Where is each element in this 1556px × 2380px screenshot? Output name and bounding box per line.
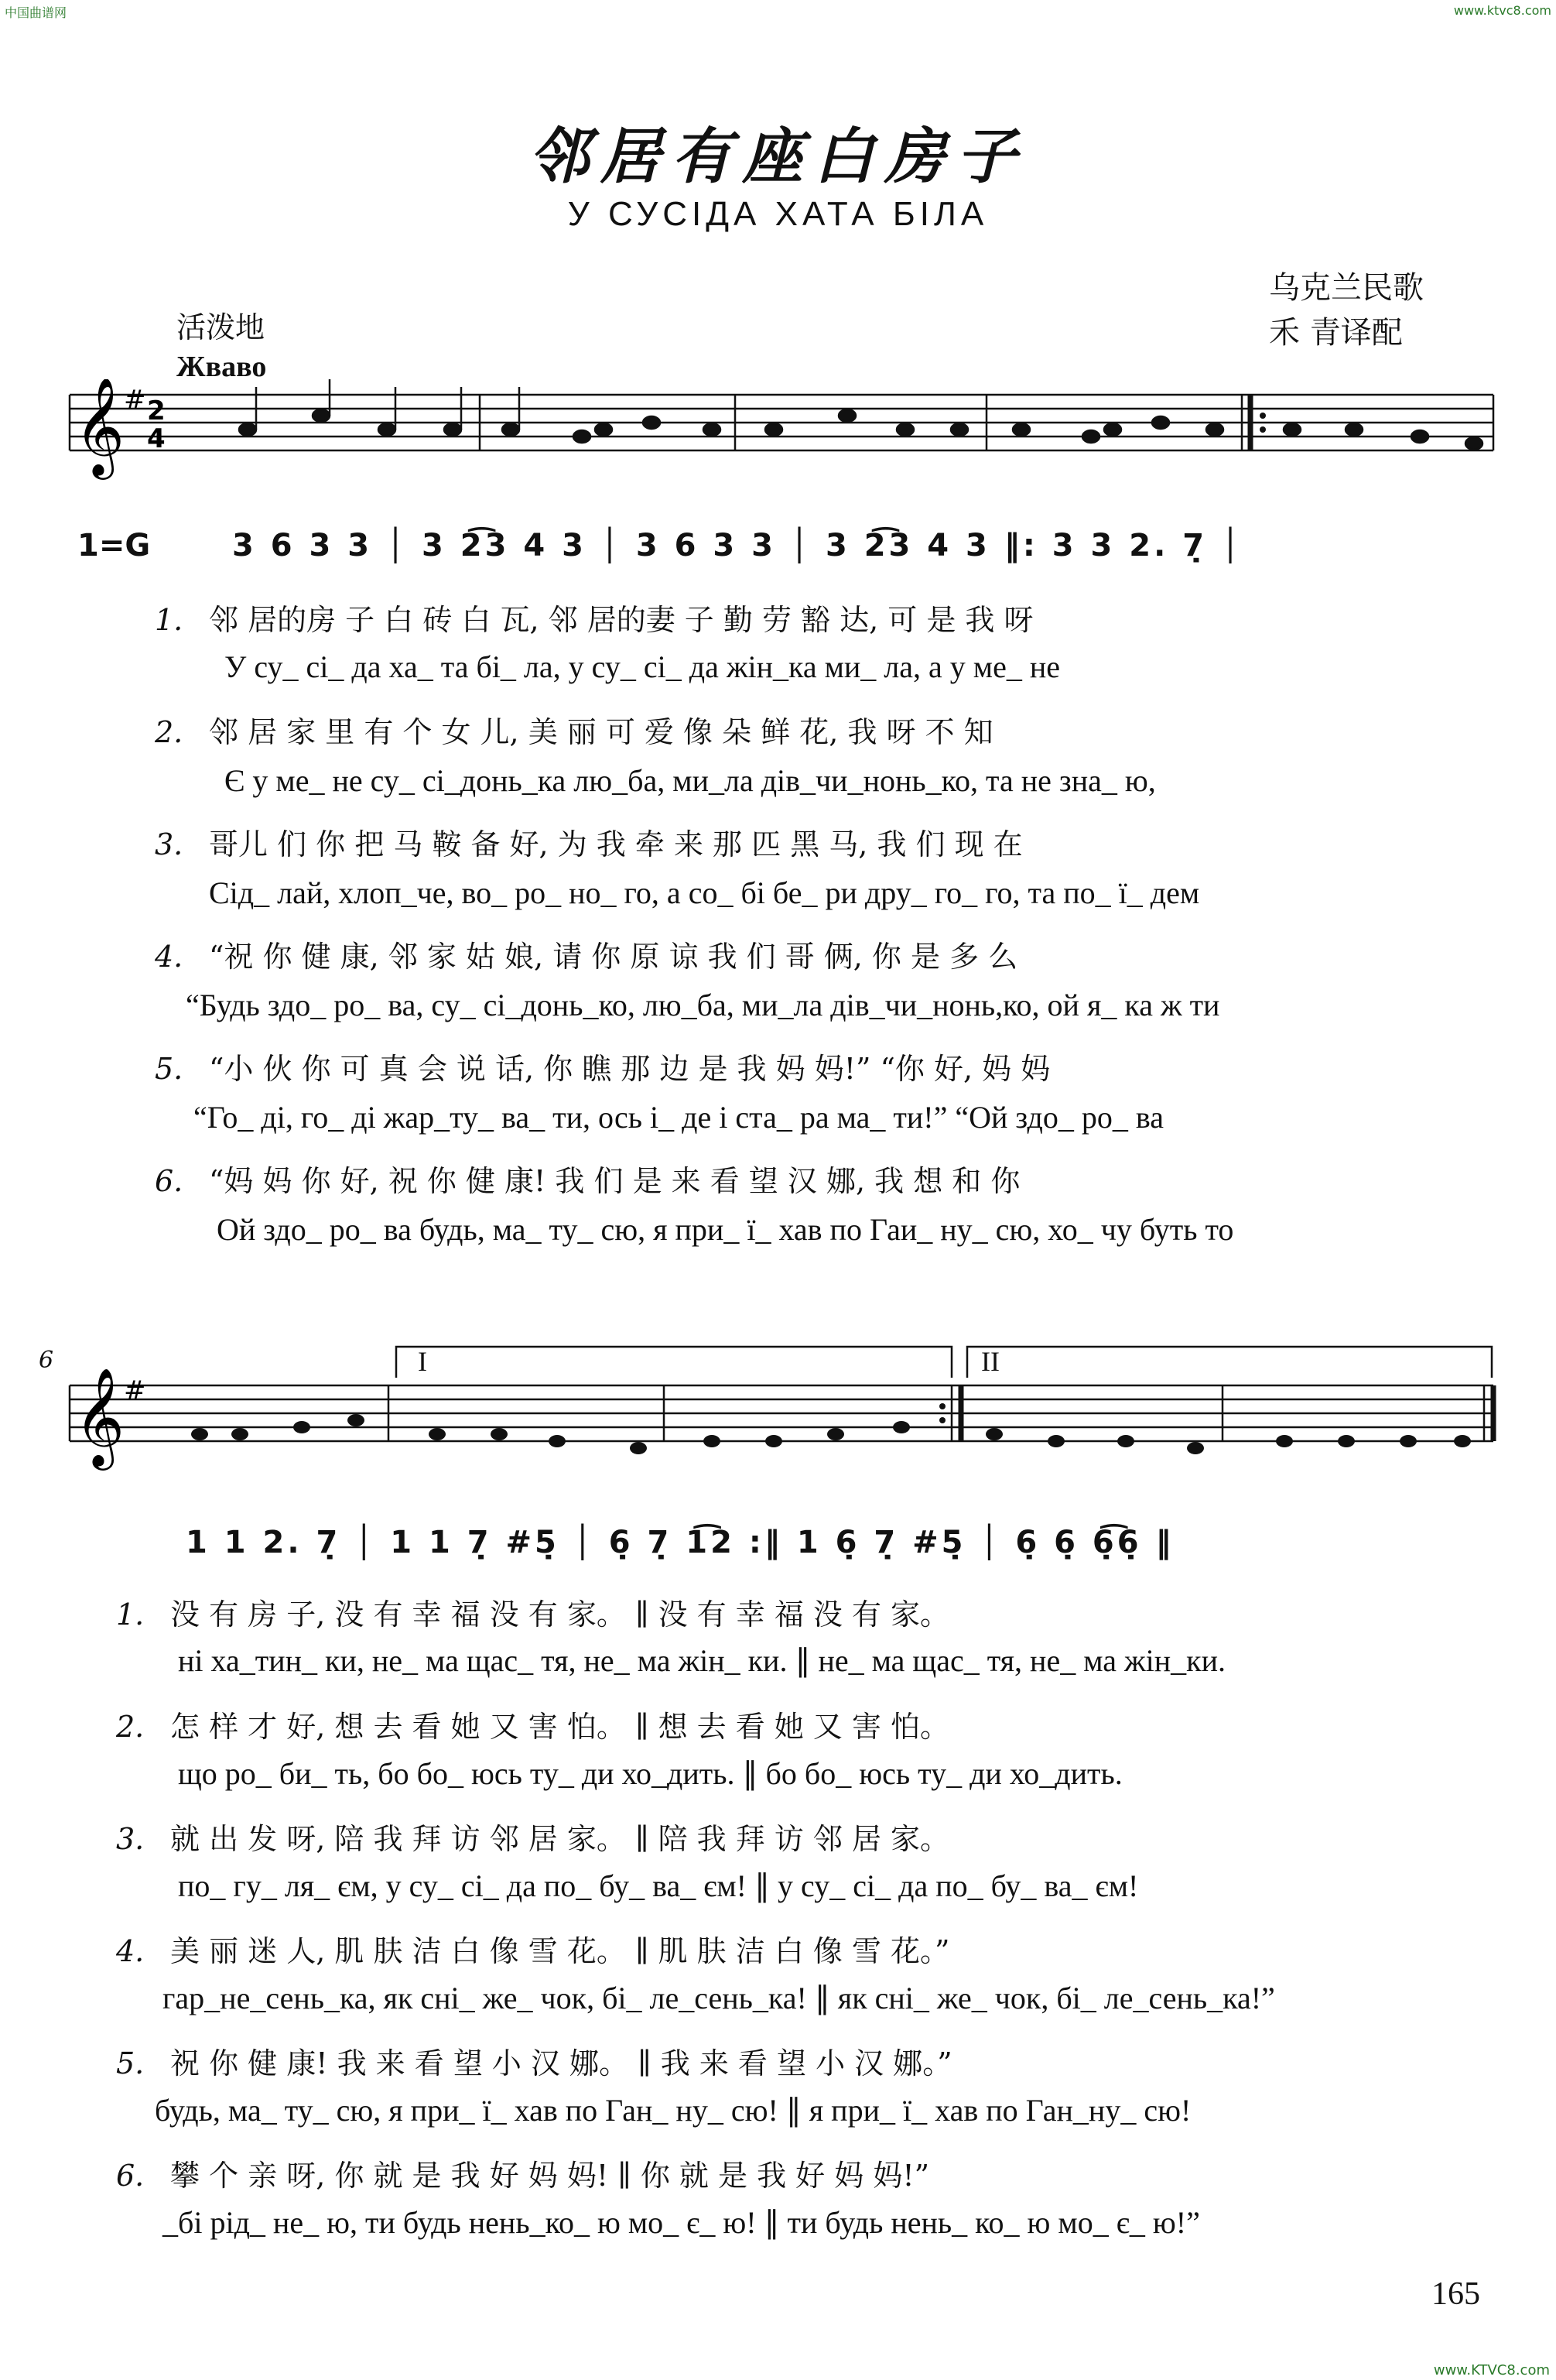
tempo-ukrainian: Жваво <box>176 351 267 383</box>
tempo-chinese: 活泼地 <box>176 310 265 344</box>
svg-text:4: 4 <box>147 423 166 454</box>
verse-1-chinese: 1. 邻 居的房 子 白 砖 白 瓦, 邻 居的妻 子 勤 劳 豁 达, 可 是 我 呀 <box>155 603 1034 637</box>
verse-4-chinese: 4. “祝 你 健 康, 邻 家 姑 娘, 请 你 原 谅 我 们 哥 俩, 你 是 多 么 <box>155 940 1018 974</box>
verse-5-ukrainian: “Го_ ді, го_ ді жар_ту_ ва_ ти, ось і_ де і ста_ ра ма_ ти!” “Ой здо_ ро_ ва <box>193 1100 1164 1135</box>
verse-2-chinese: 2. 邻 居 家 里 有 个 女 儿, 美 丽 可 爱 像 朵 鲜 花, 我 呀 不 知 <box>155 715 993 749</box>
verse-2-ukrainian: Є у ме_ не су_ сі_донь_ка лю_ба, ми_ла дів_чи_нонь_ко, та не зна_ ю, <box>224 763 1156 798</box>
treble-clef-icon: 𝄞 <box>74 1367 125 1466</box>
watermark-right: www.ktvc8.com <box>1453 3 1551 18</box>
volta-1-label: I <box>418 1346 427 1377</box>
watermark-left: 中国曲谱网 <box>5 5 67 20</box>
volta-2-label: II <box>981 1346 1000 1377</box>
verse-3-chinese: 3. 哥儿 们 你 把 马 鞍 备 好, 为 我 牵 来 那 匹 黑 马, 我 们 现 在 <box>155 827 1023 861</box>
jianpu-notation-system-2: 1 1 2. 7̣ │ 1 1 7̣ #5̣ │ 6̣ 7̣ 1͡2 :‖ 1 6̣ 7̣ #5̣ │ 6̣ 6̣ 6̣͡6̣ ‖ <box>186 1525 1175 1560</box>
svg-text:#: # <box>124 385 146 416</box>
verse-4-ending-chinese: 4. 美 丽 迷 人, 肌 肤 洁 白 像 雪 花。 ∥ 肌 肤 洁 白 像 雪 花。” <box>116 1934 950 1968</box>
verse-5-chinese: 5. “小 伙 你 可 真 会 说 话, 你 瞧 那 边 是 我 妈 妈!” “你 好, 妈 妈 <box>155 1052 1051 1086</box>
verse-5-ending-chinese: 5. 祝 你 健 康! 我 来 看 望 小 汉 娜。 ∥ 我 来 看 望 小 汉 娜。” <box>116 2046 952 2080</box>
verse-2-ending-ukrainian: що ро_ би_ ть, бо бо_ юсь ту_ ди хо_дить. ∥ бо бо_ юсь ту_ ди хо_дить. <box>178 1756 1123 1791</box>
verse-6-ending-chinese: 6. 攀 个 亲 呀, 你 就 是 我 好 妈 妈! ∥ 你 就 是 我 好 妈 妈!” <box>116 2159 930 2193</box>
treble-clef-icon: 𝄞 <box>74 379 125 475</box>
verse-3-ukrainian: Сід_ лай, хлоп_че, во_ ро_ но_ го, а со_ бі бе_ ри дру_ го_ го, та по_ ї_ дем <box>209 875 1200 910</box>
verse-4-ukrainian: “Будь здо_ ро_ ва, су_ сі_донь_ко, лю_ба, ми_ла дів_чи_нонь,ко, ой я_ ка ж ти <box>186 988 1220 1022</box>
measure-number: 6 <box>39 1347 54 1374</box>
verse-1-ending-ukrainian: ні ха_тин_ ки, не_ ма щас_ тя, не_ ма жін_ ки. ∥ не_ ма щас_ тя, не_ ма жін_ки. <box>178 1643 1226 1678</box>
svg-text:2: 2 <box>147 396 166 426</box>
watermark-bottom: www.KTVC8.com <box>1433 2362 1550 2378</box>
verse-3-ending-chinese: 3. 就 出 发 呀, 陪 我 拜 访 邻 居 家。 ∥ 陪 我 拜 访 邻 居 家。 <box>116 1822 950 1856</box>
verse-1-ending-chinese: 1. 没 有 房 子, 没 有 幸 福 没 有 家。 ∥ 没 有 幸 福 没 有 家。 <box>116 1598 950 1632</box>
translator-credit: 禾 青译配 <box>1269 315 1403 351</box>
verse-5-ending-ukrainian: будь, ма_ ту_ сю, я при_ ї_ хав по Ган_ ну_ сю! ∥ я при_ ї_ хав по Ган_ну_ сю! <box>155 2093 1192 2128</box>
verse-3-ending-ukrainian: по_ гу_ ля_ єм, у су_ сі_ да по_ бу_ ва_ єм! ∥ у су_ сі_ да по_ бу_ ва_ єм! <box>178 1868 1139 1903</box>
staff-system-2 <box>62 1331 1501 1486</box>
verse-6-ending-ukrainian: _бі рід_ не_ ю, ти будь нень_ко_ ю мо_ є_ ю! ∥ ти будь нень_ ко_ ю мо_ є_ ю!” <box>162 2205 1200 2240</box>
verse-4-ending-ukrainian: гар_не_сень_ка, як сні_ же_ чок, бі_ ле_сень_ка! ∥ як сні_ же_ чок, бі_ ле_сень_ка!” <box>162 1981 1275 2015</box>
song-subtitle: У СУСІДА ХАТА БІЛА <box>567 195 989 233</box>
svg-text:#: # <box>124 1375 146 1406</box>
verse-6-chinese: 6. “妈 妈 你 好, 祝 你 健 康! 我 们 是 来 看 望 汉 娜, 我 想 和 你 <box>155 1164 1021 1198</box>
verse-2-ending-chinese: 2. 怎 样 才 好, 想 去 看 她 又 害 怕。 ∥ 想 去 看 她 又 害 怕。 <box>116 1710 950 1744</box>
staff-system-1 <box>62 379 1501 495</box>
jianpu-notation-system-1: 3 6 3 3 │ 3 2͡3 4 3 │ 3 6 3 3 │ 3 2͡3 4 3 ‖: 3 3 2. 7̣ │ <box>232 528 1243 563</box>
verse-6-ukrainian: Ой здо_ ро_ ва будь, ма_ ту_ сю, я при_ ї_ хав по Гаи_ ну_ сю, хо_ чу буть то <box>217 1212 1234 1247</box>
song-title: 邻居有座白房子 <box>528 122 1028 192</box>
origin-credit: 乌克兰民歌 <box>1269 270 1424 306</box>
verse-1-ukrainian: У су_ сі_ да ха_ та бі_ ла, у су_ сі_ да жін_ка ми_ ла, а у ме_ не <box>224 649 1060 684</box>
jianpu-key: 1=G <box>77 528 151 563</box>
page-number: 165 <box>1431 2276 1480 2312</box>
